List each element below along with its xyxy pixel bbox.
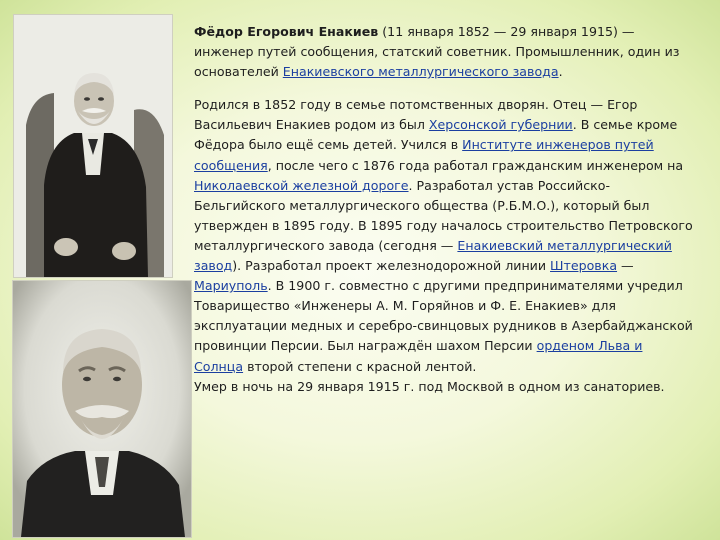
biography-text xyxy=(194,22,694,397)
biography-paragraph xyxy=(194,95,694,396)
link-mariupol[interactable]: Мариуполь xyxy=(194,278,268,294)
bio-text-8: второй степени с красной лентой. xyxy=(243,358,477,374)
intro-end: . xyxy=(558,64,563,80)
link-institute-railway-engineers[interactable]: Институте инженеров путей сообщения xyxy=(194,137,654,173)
death-text: Умер в ночь на 29 января 1915 г. под Москвой в одном из санаториев. xyxy=(194,378,665,394)
bio-text-2: . В семье кроме Фёдора было ещё семь детей. Учился в xyxy=(194,117,678,153)
bio-text-3: , после чего с 1876 года работал гражданским инженером на xyxy=(267,157,684,173)
intro-paragraph xyxy=(194,22,694,82)
portrait-bust-graphic xyxy=(13,281,191,537)
bio-text-5: ). Разработал проект железнодорожной линии xyxy=(232,258,551,274)
link-kherson-governorate[interactable]: Херсонской губернии xyxy=(428,117,573,133)
link-yenakiieve-factory[interactable]: Енакиевского металлургического завода xyxy=(282,64,559,80)
bio-text-7: . В 1900 г. совместно с другими предпринимателями учредил Товарищество «Инженеры А. М. Горяйнов и Ф. Е. Енакиев» для эксплуатации медных и серебро-свинцовых рудников в Азербайджанской провинции Персии. Был награждён шахом Персии xyxy=(194,278,693,354)
intro-text: (11 января 1852 — 29 января 1915) — инженер путей сообщения, статский советник. Промышленник, один из основателей xyxy=(194,24,680,80)
bio-text-6: — xyxy=(617,258,634,274)
link-shterovka[interactable]: Штеровка xyxy=(550,258,618,274)
portrait-seated-graphic xyxy=(14,15,172,277)
bio-text-1: Родился в 1852 году в семье потомственных дворян. Отец — Егор Васильевич Енакиев родом из был xyxy=(194,97,638,133)
person-name: Фёдор Егорович Енакиев xyxy=(194,24,379,39)
portrait-seated-photo xyxy=(13,14,173,278)
link-nikolaev-railway[interactable]: Николаевской железной дороге xyxy=(194,177,409,193)
link-order-lion-and-sun[interactable]: орденом Льва и Солнца xyxy=(194,338,643,374)
bio-text-4: . Разработал устав Российско-Бельгийского металлургического общества (Р.Б.М.О.), который был утвержден в 1895 году. В 1895 году началось строительство Петровского металлургического завода (сегодня — xyxy=(194,177,693,253)
link-yenakiieve-plant[interactable]: Енакиевский металлургический завод xyxy=(194,237,672,274)
portrait-bust-photo xyxy=(12,280,192,538)
